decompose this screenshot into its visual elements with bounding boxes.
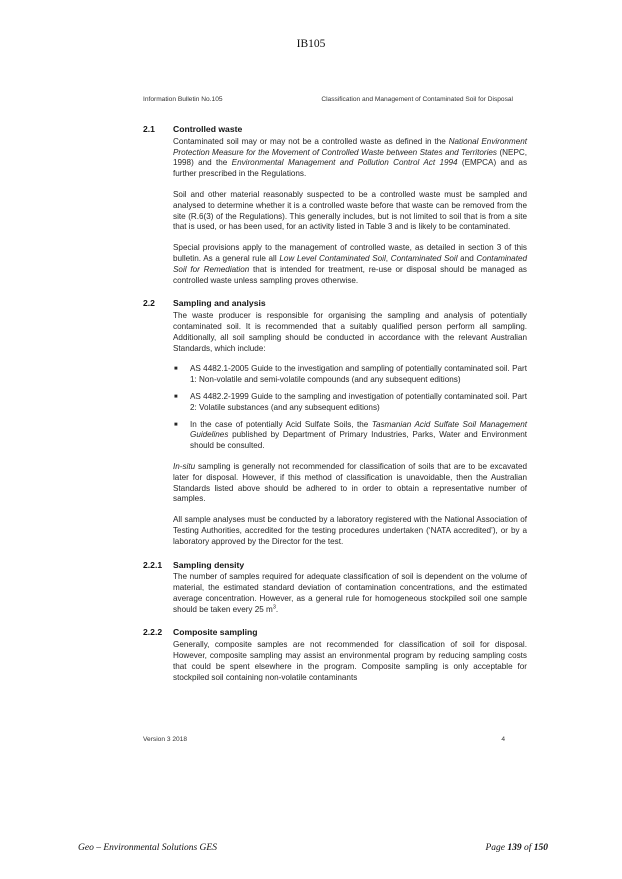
section-heading-2-2 — [143, 298, 527, 309]
superscript: 3 — [272, 603, 276, 610]
paragraph-text: The number of samples required for adequate classification of soil is dependent on the volume of material, the estimated standard deviation of contamination concentrations, and the estimated average concentration. However, as a general rule for homogeneous stockpiled soil one sample should be taken every 25 m — [173, 572, 527, 614]
italic-text: Low Level Contaminated Soil — [279, 253, 386, 263]
version-label: Version 3 2018 — [143, 736, 187, 743]
document-code: IB105 — [296, 38, 326, 50]
section-number: 2.2.1 — [143, 559, 163, 570]
italic-text: National Environment Protection Measure for the Movement of Controlled Waste between States and Territories — [173, 136, 527, 157]
page-indicator — [485, 843, 548, 853]
section-heading-2-1 — [143, 124, 527, 135]
text-run: and — [457, 253, 477, 263]
current-page: 139 — [507, 843, 522, 853]
paragraph: All sample analyses must be conducted by a laboratory registered with the National Association of Testing Authorities, accredited for the testing procedures undertaken (‘NATA accredited’), or by a laboratory approved by the Director for the test. — [173, 515, 527, 546]
section-title: Controlled waste — [173, 124, 243, 134]
paragraph: Generally, composite samples are not recommended for classification of soil for disposal. However, composite sampling may assist an environmental program by reducing sampling costs that could be spent elsewhere in the program. Composite sampling is only acceptable for stockpiled soil containing non-volatile contaminants — [173, 640, 527, 682]
list-item — [173, 392, 527, 414]
paragraph — [173, 572, 527, 615]
italic-text: In-situ — [173, 461, 196, 471]
list-item — [173, 420, 527, 452]
text-run: (EMPCA) and as further prescribed in the Regulations. — [173, 158, 528, 179]
bullet-icon: ■ — [174, 421, 178, 428]
section-title: Sampling and analysis — [173, 298, 266, 309]
bulletin-page-number: 4 — [501, 736, 505, 743]
list-item-text — [190, 420, 527, 452]
paragraph-end: . — [275, 604, 279, 614]
bulletin-header-left: Information Bulletin No.105 — [143, 96, 223, 103]
bulletin-header-right: Classification and Management of Contaminated Soil for Disposal — [321, 96, 513, 103]
paragraph — [173, 243, 527, 286]
text-run: that is intended for treatment, re-use or disposal should be managed as controlled waste unless sampling proves otherwise. — [173, 264, 527, 285]
page-footer — [78, 843, 548, 853]
list-item-text — [190, 364, 527, 386]
bulletin-footer — [143, 736, 505, 743]
section-title: Sampling density — [173, 559, 245, 570]
company-name: Geo – Environmental Solutions GES — [78, 843, 217, 853]
text-run: Special provisions apply to the management of controlled waste, as detailed in section 3 of this bulletin. As a general rule all — [173, 243, 527, 263]
italic-text: Contaminated Soil — [390, 253, 458, 263]
section-number: 2.2.2 — [143, 627, 163, 638]
text-run: (NEPC, 1998) and the — [173, 147, 527, 168]
italic-text: Contaminated Soil for Remediation — [173, 253, 527, 274]
bulletin-body — [143, 124, 527, 693]
section-title: Composite sampling — [173, 627, 258, 638]
page-word: Page — [485, 843, 505, 853]
bullet-icon: ■ — [174, 366, 178, 373]
section-heading-2-2-2 — [143, 627, 527, 638]
paragraph: Soil and other material reasonably suspected to be a controlled waste must be sampled and analysed to determine whether it is a controlled waste before that waste can be removed from the site (R.6(3) of the Regulations). This generally includes, but is not limited to soil that is from a site that is used, or has been used, for an activity listed in Table 3 and is likely to be contaminated. — [173, 189, 527, 232]
of-word: of — [523, 843, 532, 853]
text-run: , — [385, 253, 391, 263]
text-run: In the case of potentially Acid Sulfate Soils, the — [190, 419, 372, 429]
bulletin-header — [143, 96, 513, 103]
list-item-text — [190, 392, 527, 414]
section-number: 2.1 — [143, 124, 155, 134]
paragraph — [173, 462, 527, 505]
paragraph — [173, 137, 527, 180]
italic-text: Tasmanian Acid Sulfate Soil Management Guidelines — [190, 419, 528, 440]
text-run: Contaminated soil may or may not be a controlled waste as defined in the — [173, 136, 449, 146]
total-pages: 150 — [533, 843, 548, 853]
text-run: sampling is generally not recommended for classification of soils that are to be excavated later for disposal. However, if this method of classification is unavoidable, then the Australian Standards listed above should be adhered to in order to obtain a representative number of samples. — [173, 461, 527, 504]
text-run: AS 4482.2-1999 Guide to the sampling and investigation of potentially contaminated soil. Part 2: Volatile substances (and any subsequent editions) — [190, 391, 527, 412]
list-item — [173, 364, 527, 386]
text-run: published by Department of Primary Industries, Parks, Water and Environment should be consulted. — [190, 430, 527, 451]
bullet-icon: ■ — [174, 393, 178, 400]
standards-list — [173, 364, 527, 452]
section-number: 2.2 — [143, 298, 155, 309]
section-heading-2-2-1 — [143, 560, 527, 571]
text-run: AS 4482.1-2005 Guide to the investigation and sampling of potentially contaminated soil. Part 1: Non-volatile and semi-volatile compounds (and any subsequent editions) — [190, 364, 527, 385]
italic-text: Environmental Management and Pollution Control Act 1994 — [231, 158, 458, 168]
paragraph: The waste producer is responsible for organising the sampling and analysis of potentially contaminated soil. It is recommended that a suitably qualified person perform all sampling. Additionally, all soil sampling should be conducted in accordance with the relevant Australian Standards, which include: — [173, 311, 527, 353]
